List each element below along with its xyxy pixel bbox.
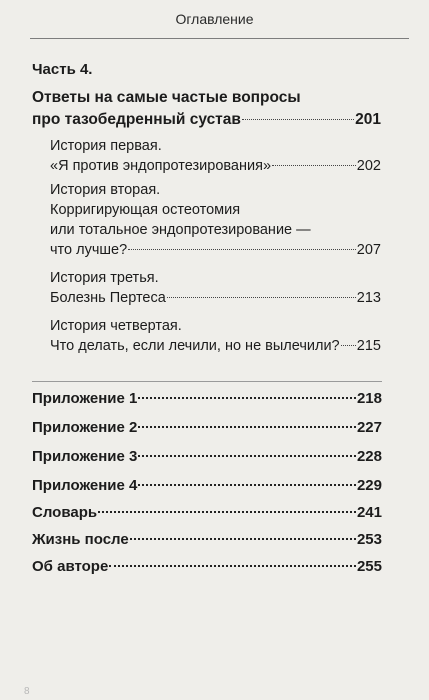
entry-line: История третья. <box>50 270 159 286</box>
entry-label: Об авторе <box>32 558 109 575</box>
page-number: 218 <box>356 390 382 407</box>
dot-leader <box>128 249 356 250</box>
page-number: 228 <box>356 448 382 465</box>
page-number: 241 <box>356 504 382 521</box>
toc-entry-about-author <box>32 557 382 577</box>
entry-line: История вторая. <box>50 182 161 198</box>
page-number: 207 <box>356 242 381 258</box>
toc-entry-appendix-3 <box>32 447 382 467</box>
dot-leader <box>272 165 356 166</box>
dot-leader <box>130 538 356 540</box>
part-heading-line: про тазобедренный сустав <box>32 111 241 128</box>
dot-leader <box>138 455 356 457</box>
toc-entry-story-3 <box>50 268 381 308</box>
toc-entry-story-4 <box>50 316 381 356</box>
toc-entry-appendix-2 <box>32 418 382 438</box>
toc-row <box>50 336 381 356</box>
page-number: 255 <box>356 558 382 575</box>
entry-line: «Я против эндопротезирования» <box>50 158 272 174</box>
entry-line: Болезнь Пертеса <box>50 290 166 306</box>
dot-leader <box>109 565 356 567</box>
toc-entry-life-after <box>32 530 382 550</box>
part-heading <box>32 87 381 131</box>
page-number-footer: 8 <box>24 686 30 697</box>
entry-label: Приложение 4 <box>32 477 138 494</box>
page-number: 213 <box>356 290 381 306</box>
page-number: 202 <box>356 158 381 174</box>
part-heading-line: Ответы на самые частые вопросы <box>32 89 301 106</box>
dot-leader <box>138 397 356 399</box>
entry-line: Что делать, если лечили, но не вылечили? <box>50 338 340 354</box>
entry-line: История четвертая. <box>50 318 182 334</box>
part-title: Часть 4. <box>32 61 93 78</box>
entry-label: Приложение 1 <box>32 390 138 407</box>
page-number: 215 <box>356 338 381 354</box>
section-divider <box>32 381 382 382</box>
dot-leader <box>341 345 356 346</box>
toc-row <box>50 156 381 176</box>
toc-entry-appendix-4 <box>32 476 382 496</box>
page-header-title: Оглавление <box>175 11 254 27</box>
entry-label: Приложение 3 <box>32 448 138 465</box>
dot-leader <box>98 511 356 513</box>
toc-entry-story-2 <box>50 180 381 260</box>
page-number: 227 <box>356 419 382 436</box>
dot-leader <box>242 119 354 120</box>
entry-label: Словарь <box>32 504 98 521</box>
entry-label: Приложение 2 <box>32 419 138 436</box>
toc-entry-glossary <box>32 503 382 523</box>
entry-line: Корригирующая остеотомия <box>50 202 241 218</box>
dot-leader <box>167 297 356 298</box>
entry-label: Жизнь после <box>32 531 129 548</box>
toc-row <box>50 288 381 308</box>
page-number: 201 <box>355 111 381 128</box>
page-number: 229 <box>356 477 382 494</box>
toc-entry-story-1 <box>50 136 381 176</box>
entry-line: что лучше? <box>50 242 128 258</box>
header-rule <box>30 38 409 39</box>
entry-line: или тотальное эндопротезирование — <box>50 222 311 238</box>
entry-line: История первая. <box>50 138 162 154</box>
toc-entry-appendix-1 <box>32 389 382 409</box>
page-number: 253 <box>356 531 382 548</box>
dot-leader <box>138 426 356 428</box>
toc-row <box>50 240 381 260</box>
toc-row <box>32 109 381 131</box>
dot-leader <box>138 484 356 486</box>
